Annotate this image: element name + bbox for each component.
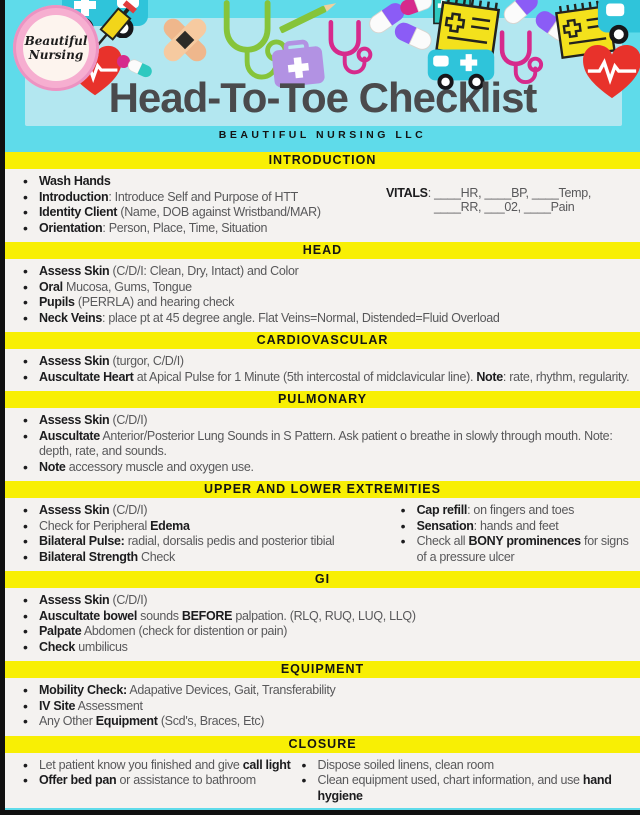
section-body-closure bbox=[5, 755, 640, 809]
checklist-item bbox=[15, 174, 386, 190]
text: Assessment bbox=[75, 698, 143, 713]
checklist-item bbox=[15, 593, 634, 609]
checklist-item bbox=[15, 311, 634, 327]
page-title: Head-To-Toe Checklist bbox=[108, 74, 537, 121]
pill-icon bbox=[542, 16, 554, 28]
bold-text: Oral bbox=[39, 279, 63, 294]
checklist-item bbox=[15, 534, 393, 550]
stethoscope-icon bbox=[323, 14, 373, 82]
bold-text: BONY prominences bbox=[468, 534, 581, 548]
section-header-closure: CLOSURE bbox=[5, 736, 640, 753]
bold-text: Orientation bbox=[39, 220, 103, 235]
vitals-line2: ____RR, ___02, ____Pain bbox=[434, 200, 575, 214]
section-body-introduction bbox=[5, 171, 640, 240]
bold-text: Auscultate Heart bbox=[39, 369, 134, 384]
text: Any Other bbox=[39, 714, 96, 728]
checklist-item bbox=[15, 354, 634, 370]
text: (C/D/I) bbox=[109, 503, 148, 517]
text: palpation. (RLQ, RUQ, LUQ, LLQ) bbox=[232, 608, 416, 623]
bold-text: Assess Skin bbox=[39, 413, 110, 427]
section-header-introduction: INTRODUCTION bbox=[5, 152, 640, 169]
checklist-item bbox=[15, 550, 393, 566]
checklist-item bbox=[15, 624, 634, 640]
brand-logo bbox=[13, 5, 99, 91]
bold-text: IV Site bbox=[39, 698, 76, 713]
checklist bbox=[15, 503, 393, 565]
column-left bbox=[15, 503, 393, 565]
bold-text: Bilateral Pulse: bbox=[39, 534, 125, 548]
bold-text: Edema bbox=[150, 518, 190, 533]
checklist bbox=[15, 413, 634, 475]
checklist-item bbox=[294, 773, 634, 804]
checklist bbox=[15, 758, 294, 789]
bold-text: BEFORE bbox=[181, 608, 233, 623]
checklist-item bbox=[15, 295, 634, 311]
bold-text: Assess Skin bbox=[39, 593, 110, 607]
checklist-item bbox=[15, 714, 634, 730]
checklist bbox=[15, 264, 634, 326]
checklist-item bbox=[15, 221, 386, 237]
checklist-item bbox=[294, 758, 634, 774]
section-body-head bbox=[5, 261, 640, 330]
bold-text: Note bbox=[39, 459, 66, 474]
section-header-gi: GI bbox=[5, 571, 640, 588]
checklist-item bbox=[15, 503, 393, 519]
text: (C/D/I) bbox=[109, 593, 148, 607]
section-header-pulmonary: PULMONARY bbox=[5, 391, 640, 408]
checklist-item bbox=[15, 205, 386, 221]
bold-text: Mobility Check: bbox=[39, 683, 127, 697]
bold-text: Introduction bbox=[39, 189, 109, 204]
bold-text: Sensation bbox=[416, 518, 474, 533]
text: Check bbox=[137, 549, 175, 564]
bandage-icon bbox=[155, 10, 215, 70]
checklist-item bbox=[15, 640, 634, 656]
bold-text: call light bbox=[242, 757, 291, 772]
bold-text: Assess Skin bbox=[39, 264, 110, 278]
section-header-upper-and-lower-extremities: UPPER AND LOWER EXTREMITIES bbox=[5, 481, 640, 498]
text: Abdomen (check for distention or pain) bbox=[81, 624, 288, 638]
bold-text: hand hygiene bbox=[317, 773, 612, 803]
text: (PERRLA) and hearing check bbox=[74, 295, 235, 309]
text: : place pt at 45 degree angle. Flat Veins=Normal, Distended=Fluid Overload bbox=[102, 310, 500, 325]
text: : hands and feet bbox=[473, 518, 559, 533]
bold-text: Identity Client bbox=[39, 205, 118, 219]
sections bbox=[5, 152, 640, 808]
text: Anterior/Posterior Lung Sounds in S Pattern. Ask patient o breathe in slowly through mouth. Note: depth, rate, and sounds. bbox=[39, 428, 613, 458]
text: (C/D/I: Clean, Dry, Intact) and Color bbox=[109, 264, 299, 278]
text: Check for Peripheral bbox=[39, 518, 151, 533]
column-left bbox=[15, 174, 386, 236]
checklist-item bbox=[15, 609, 634, 625]
text: for signs of a pressure ulcer bbox=[416, 534, 629, 564]
section-body-pulmonary bbox=[5, 410, 640, 479]
logo-text-line1: Beautiful bbox=[24, 33, 88, 48]
bold-text: Bilateral Strength bbox=[39, 549, 138, 564]
bold-text: Equipment bbox=[95, 714, 158, 728]
checklist bbox=[15, 683, 634, 730]
bold-text: Offer bed pan bbox=[39, 773, 117, 787]
text: : Person, Place, Time, Situation bbox=[102, 220, 268, 235]
text: or assistance to bathroom bbox=[116, 773, 256, 787]
ambulance-icon bbox=[597, 0, 640, 44]
bold-text: Auscultate bbox=[39, 428, 100, 443]
checklist-item bbox=[15, 460, 634, 476]
column-right bbox=[393, 503, 634, 565]
bold-text: Assess Skin bbox=[39, 503, 110, 517]
checklist bbox=[15, 354, 634, 385]
section-header-cardiovascular: CARDIOVASCULAR bbox=[5, 332, 640, 349]
text: Dispose soiled linens, clean room bbox=[317, 757, 494, 772]
checklist-item bbox=[393, 503, 634, 519]
checklist-item bbox=[15, 190, 386, 206]
header-banner bbox=[5, 0, 640, 150]
vitals-label: VITALS bbox=[386, 186, 428, 200]
checklist bbox=[393, 503, 634, 565]
checklist-item bbox=[15, 773, 294, 789]
checklist-item bbox=[15, 370, 634, 386]
checklist bbox=[294, 758, 634, 805]
vitals-line1 bbox=[386, 186, 634, 200]
vitals-block bbox=[386, 186, 634, 236]
logo-text-line2: Nursing bbox=[28, 47, 84, 62]
text: : Introduce Self and Purpose of HTT bbox=[108, 189, 298, 204]
bold-text: Palpate bbox=[39, 624, 82, 638]
text: Check all bbox=[416, 534, 469, 548]
checklist-item bbox=[15, 264, 634, 280]
checklist-item bbox=[15, 519, 393, 535]
checklist-page bbox=[5, 0, 640, 810]
text: umbilicus bbox=[75, 639, 128, 654]
text: (Name, DOB against Wristband/MAR) bbox=[117, 205, 321, 219]
bold-text: Cap refill bbox=[416, 503, 468, 517]
checklist-item bbox=[15, 758, 294, 774]
text: sounds bbox=[137, 608, 182, 623]
text: : on fingers and toes bbox=[467, 503, 575, 517]
text: Mucosa, Gums, Tongue bbox=[62, 279, 192, 294]
text: (C/D/I) bbox=[109, 413, 148, 427]
bold-text: Note bbox=[476, 369, 503, 384]
checklist-item bbox=[393, 519, 634, 535]
section-body-upper-and-lower-extremities bbox=[5, 500, 640, 569]
text: accessory muscle and oxygen use. bbox=[65, 459, 254, 474]
section-body-gi bbox=[5, 590, 640, 659]
checklist-item bbox=[15, 413, 634, 429]
bold-text: Pupils bbox=[39, 295, 75, 309]
page-subtitle: BEAUTIFUL NURSING LLC bbox=[218, 129, 427, 141]
bold-text: Wash Hands bbox=[39, 174, 111, 188]
checklist-item bbox=[15, 429, 634, 460]
checklist-item bbox=[15, 683, 634, 699]
text: Clean equipment used, chart information, and use bbox=[317, 773, 583, 787]
bold-text: Auscultate bowel bbox=[39, 608, 137, 623]
column-right bbox=[294, 758, 634, 805]
vitals-fields: : ____HR, ____BP, ____Temp, bbox=[427, 186, 592, 200]
checklist-item bbox=[15, 280, 634, 296]
column-left bbox=[15, 758, 294, 805]
text: radial, dorsalis pedis and posterior tibial bbox=[124, 534, 335, 548]
section-body-equipment bbox=[5, 680, 640, 734]
section-body-cardiovascular bbox=[5, 351, 640, 389]
text: at Apical Pulse for 1 Minute (5th intercostal of midclavicular line). bbox=[133, 369, 477, 384]
checklist-item bbox=[15, 699, 634, 715]
bold-text: Check bbox=[39, 639, 76, 654]
checklist-item bbox=[393, 534, 634, 565]
checklist bbox=[15, 174, 386, 236]
bold-text: Neck Veins bbox=[39, 310, 103, 325]
text: : rate, rhythm, regularity. bbox=[502, 369, 630, 384]
section-header-head: HEAD bbox=[5, 242, 640, 259]
checklist bbox=[15, 593, 634, 655]
bold-text: Assess Skin bbox=[39, 354, 110, 368]
text: Let patient know you finished and give bbox=[39, 757, 243, 772]
text: (turgor, C/D/I) bbox=[109, 354, 184, 368]
section-header-equipment: EQUIPMENT bbox=[5, 661, 640, 678]
text: (Scd's, Braces, Etc) bbox=[157, 714, 265, 728]
brand-logo-inner bbox=[23, 15, 89, 81]
text: Adapative Devices, Gait, Transferability bbox=[126, 683, 336, 697]
